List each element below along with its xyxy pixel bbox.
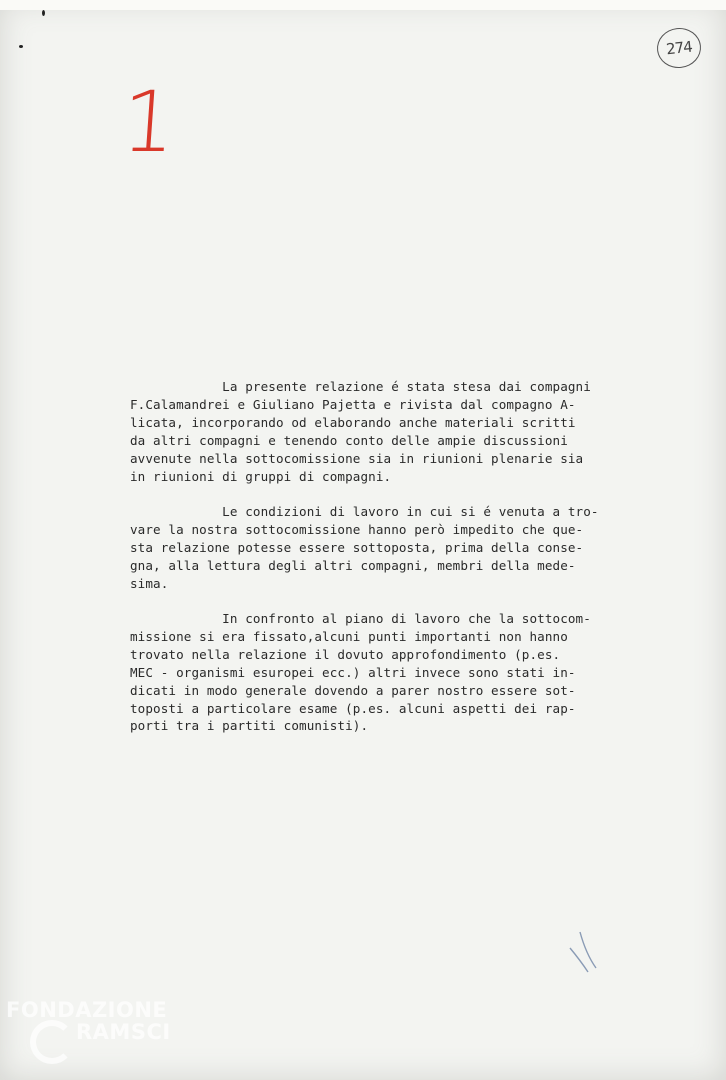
paragraph-1 xyxy=(130,378,660,485)
text-line: In confronto al piano di lavoro che la sottocom- xyxy=(130,610,591,626)
text-line: Le condizioni di lavoro in cui si é venuta a tro- xyxy=(130,503,599,519)
text-line: missione si era fissato,alcuni punti importanti non hanno xyxy=(130,628,568,644)
fondazione-gramsci-watermark xyxy=(6,998,186,1078)
text-line: licata, incorporando od elaborando anche materiali scritti xyxy=(130,414,576,430)
text-line: toposti a particolare esame (p.es. alcuni aspetti dei rap- xyxy=(130,700,576,716)
page-number-stamp: 274 xyxy=(655,26,703,70)
ink-speck xyxy=(42,10,45,16)
watermark-line-1: FONDAZIONE xyxy=(6,998,168,1022)
ink-speck xyxy=(19,45,23,48)
watermark-line-2: RAMSCI xyxy=(76,1020,171,1044)
pencil-mark-icon xyxy=(566,928,602,974)
text-line: in riunioni di gruppi di compagni. xyxy=(130,468,392,484)
text-line: La presente relazione é stata stesa dai compagni xyxy=(130,379,591,394)
page-top-edge xyxy=(0,0,726,10)
paragraph-3 xyxy=(130,610,660,735)
typewritten-body xyxy=(130,378,660,753)
text-line: sta relazione potesse essere sottoposta, prima della conse- xyxy=(130,539,584,555)
text-line: MEC - organismi esuropei ecc.) altri invece sono stati in- xyxy=(130,664,576,680)
paragraph-2 xyxy=(130,503,660,593)
gramsci-g-logo-icon xyxy=(30,1020,74,1064)
handwritten-red-number: 1 xyxy=(118,73,179,171)
text-line: da altri compagni e tenendo conto delle ampie discussioni xyxy=(130,432,568,448)
text-line: avvenute nella sottocomissione sia in riunioni plenarie sia xyxy=(130,450,584,466)
text-line: F.Calamandrei e Giuliano Pajetta e rivista dal compagno A- xyxy=(130,396,576,412)
text-line: gna, alla lettura degli altri compagni, membri della mede- xyxy=(130,557,576,573)
text-line: porti tra i partiti comunisti). xyxy=(130,718,369,734)
text-line: dicati in modo generale dovendo a parer nostro essere sot- xyxy=(130,682,576,698)
text-line: sima. xyxy=(130,575,169,591)
text-line: trovato nella relazione il dovuto approfondimento (p.es. xyxy=(130,646,561,662)
text-line: vare la nostra sottocomissione hanno però impedito che que- xyxy=(130,521,584,537)
